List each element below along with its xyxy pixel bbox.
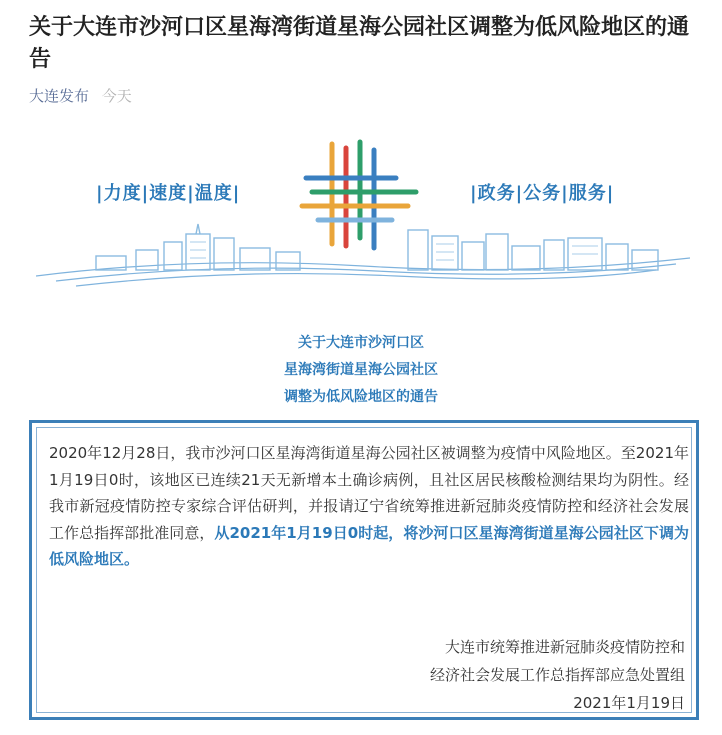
- subtitle-line: 调整为低风险地区的通告: [284, 389, 438, 405]
- notice-subtitle: [0, 330, 722, 411]
- article-title: 关于大连市沙河口区星海湾街道星海公园社区调整为低风险地区的通告: [29, 15, 690, 72]
- banner-slogan-left: |力度|速度|温度|: [96, 183, 241, 204]
- article-meta: [29, 86, 132, 106]
- notice-box: [29, 420, 699, 720]
- notice-body-text: 2020年12月28日，我市沙河口区星海湾街道星海公园社区被调整为疫情中风险地区。至2021年1月19日0时，该地区已连续21天无新增本土确诊病例，且社区居民核酸检测结果均为阴性。经我市新冠疫情防控专家综合评估研判，并报请辽宁省统筹推进新冠肺炎疫情防控和经济社会发展工作总指挥部批准同意，: [49, 444, 689, 542]
- subtitle-line: 星海湾街道星海公园社区: [284, 362, 438, 378]
- signature-org-line2: 经济社会发展工作总指挥部应急处置组: [429, 666, 685, 684]
- dalian-logo-icon: [302, 142, 416, 248]
- article-source-link[interactable]: 大连发布: [29, 87, 90, 105]
- notice-inner-frame: [36, 427, 692, 713]
- banner-illustration: [36, 138, 690, 298]
- city-skyline-icon: [96, 224, 658, 270]
- ground-wave-lines: [36, 258, 690, 286]
- signature-date: 2021年1月19日: [573, 694, 685, 712]
- banner-slogan-right: |政务|公务|服务|: [470, 183, 615, 204]
- skyline-window-lines: [190, 242, 598, 260]
- signature-org-line1: 大连市统筹推进新冠肺炎疫情防控和: [444, 638, 685, 656]
- article-time: 今天: [101, 87, 132, 105]
- notice-body: [49, 440, 689, 573]
- notice-signature: [430, 633, 685, 717]
- notice-body-highlight: 从2021年1月19日0时起，将沙河口区星海湾街道星海公园社区下调为低风险地区。: [49, 523, 689, 568]
- subtitle-line: 关于大连市沙河口区: [298, 335, 424, 351]
